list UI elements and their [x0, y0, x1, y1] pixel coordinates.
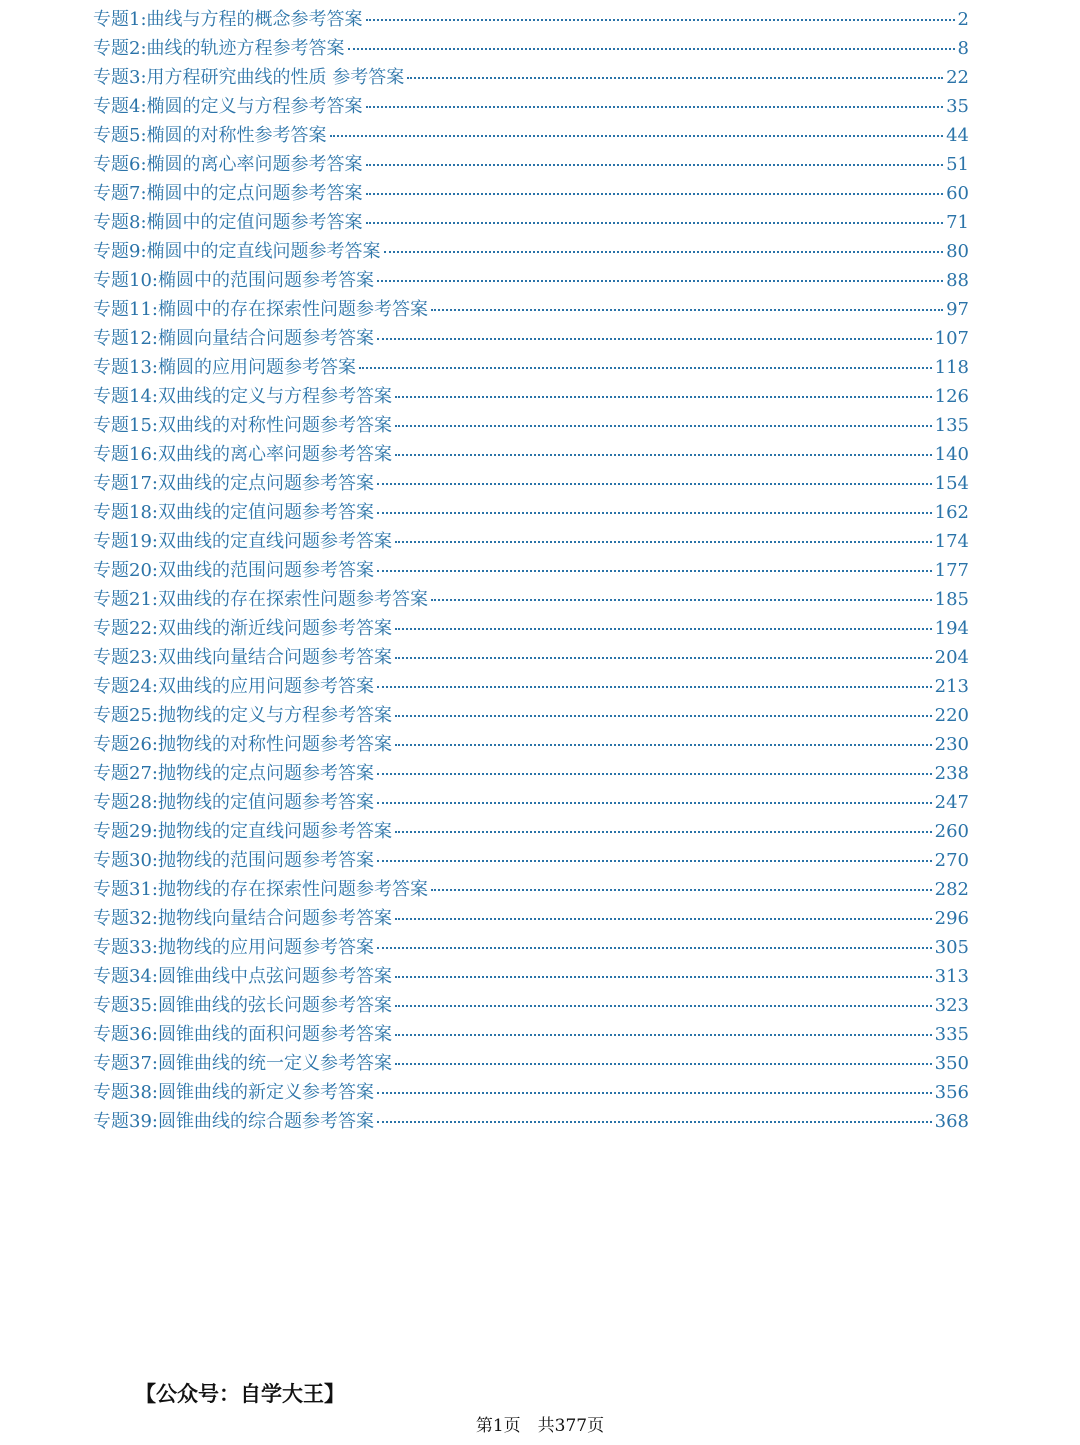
- toc-entry-title: 专题11:椭圆中的存在探索性问题参考答案: [93, 299, 428, 320]
- toc-entry[interactable]: [93, 237, 969, 266]
- toc-entry-title: 专题21:双曲线的存在探索性问题参考答案: [93, 589, 428, 610]
- toc-entry-page-number: 260: [934, 821, 969, 842]
- toc-entry-title: 专题3:用方程研究曲线的性质 参考答案: [93, 67, 405, 88]
- toc-entry-title: 专题26:抛物线的对称性问题参考答案: [93, 734, 392, 755]
- toc-entry[interactable]: [93, 295, 969, 324]
- toc-entry-title: 专题17:双曲线的定点问题参考答案: [93, 473, 374, 494]
- dot-leader: [395, 744, 932, 746]
- dot-leader: [366, 193, 944, 195]
- toc-entry-page-number: 126: [934, 386, 969, 407]
- toc-entry-page-number: 80: [946, 241, 969, 262]
- dot-leader: [377, 570, 932, 572]
- toc-entry[interactable]: [93, 121, 969, 150]
- dot-leader: [366, 222, 944, 224]
- dot-leader: [348, 48, 955, 50]
- dot-leader: [366, 19, 955, 21]
- toc-entry-page-number: 35: [946, 96, 969, 117]
- toc-entry-title: 专题13:椭圆的应用问题参考答案: [93, 357, 356, 378]
- toc-entry-title: 专题8:椭圆中的定值问题参考答案: [93, 212, 363, 233]
- toc-entry-title: 专题24:双曲线的应用问题参考答案: [93, 676, 374, 697]
- toc-entry-title: 专题31:抛物线的存在探索性问题参考答案: [93, 879, 428, 900]
- dot-leader: [377, 1092, 932, 1094]
- dot-leader: [395, 454, 932, 456]
- toc-entry-page-number: 8: [957, 38, 969, 59]
- toc-entry[interactable]: [93, 266, 969, 295]
- toc-entry-page-number: 350: [934, 1053, 969, 1074]
- toc-entry-page-number: 51: [946, 154, 969, 175]
- toc-entry[interactable]: [93, 846, 969, 875]
- toc-entry[interactable]: [93, 92, 969, 121]
- toc-entry-page-number: 44: [946, 125, 969, 146]
- toc-entry[interactable]: [93, 556, 969, 585]
- toc-entry[interactable]: [93, 817, 969, 846]
- toc-entry-page-number: 154: [934, 473, 969, 494]
- toc-entry-title: 专题9:椭圆中的定直线问题参考答案: [93, 241, 381, 262]
- toc-entry-page-number: 194: [934, 618, 969, 639]
- toc-entry[interactable]: [93, 440, 969, 469]
- toc-entry-title: 专题14:双曲线的定义与方程参考答案: [93, 386, 392, 407]
- toc-entry-page-number: 118: [934, 357, 969, 378]
- dot-leader: [395, 425, 932, 427]
- dot-leader: [395, 1063, 932, 1065]
- toc-entry[interactable]: [93, 962, 969, 991]
- toc-entry-title: 专题33:抛物线的应用问题参考答案: [93, 937, 374, 958]
- toc-entry-title: 专题5:椭圆的对称性参考答案: [93, 125, 327, 146]
- toc-entry-title: 专题27:抛物线的定点问题参考答案: [93, 763, 374, 784]
- dot-leader: [384, 251, 944, 253]
- toc-entry[interactable]: [93, 5, 969, 34]
- toc-entry-page-number: 282: [934, 879, 969, 900]
- toc-entry-title: 专题6:椭圆的离心率问题参考答案: [93, 154, 363, 175]
- dot-leader: [377, 802, 932, 804]
- toc-entry[interactable]: [93, 614, 969, 643]
- toc-entry[interactable]: [93, 498, 969, 527]
- toc-entry[interactable]: [93, 991, 969, 1020]
- toc-entry-title: 专题1:曲线与方程的概念参考答案: [93, 9, 363, 30]
- toc-entry[interactable]: [93, 1049, 969, 1078]
- toc-entry-page-number: 270: [934, 850, 969, 871]
- toc-entry-title: 专题2:曲线的轨迹方程参考答案: [93, 38, 345, 59]
- dot-leader: [395, 541, 932, 543]
- toc-entry[interactable]: [93, 788, 969, 817]
- dot-leader: [395, 657, 932, 659]
- dot-leader: [395, 976, 932, 978]
- toc-entry[interactable]: [93, 1078, 969, 1107]
- toc-entry-page-number: 22: [946, 67, 969, 88]
- toc-entry-page-number: 213: [934, 676, 969, 697]
- toc-entry[interactable]: [93, 672, 969, 701]
- toc-entry[interactable]: [93, 701, 969, 730]
- toc-entry-page-number: 323: [934, 995, 969, 1016]
- toc-entry[interactable]: [93, 875, 969, 904]
- toc-entry-title: 专题7:椭圆中的定点问题参考答案: [93, 183, 363, 204]
- toc-entry[interactable]: [93, 469, 969, 498]
- toc-entry-page-number: 107: [934, 328, 969, 349]
- toc-entry-title: 专题32:抛物线向量结合问题参考答案: [93, 908, 392, 929]
- toc-entry[interactable]: [93, 730, 969, 759]
- toc-entry-page-number: 162: [934, 502, 969, 523]
- toc-entry-title: 专题34:圆锥曲线中点弦问题参考答案: [93, 966, 392, 987]
- toc-entry[interactable]: [93, 353, 969, 382]
- toc-entry-page-number: 247: [934, 792, 969, 813]
- toc-entry[interactable]: [93, 1020, 969, 1049]
- toc-entry-title: 专题25:抛物线的定义与方程参考答案: [93, 705, 392, 726]
- dot-leader: [377, 686, 932, 688]
- dot-leader: [395, 831, 932, 833]
- toc-entry-title: 专题23:双曲线向量结合问题参考答案: [93, 647, 392, 668]
- dot-leader: [377, 773, 932, 775]
- toc-entry[interactable]: [93, 643, 969, 672]
- dot-leader: [395, 715, 932, 717]
- dot-leader: [366, 164, 944, 166]
- toc-entry-page-number: 356: [934, 1082, 969, 1103]
- dot-leader: [395, 1034, 932, 1036]
- toc-entry-title: 专题4:椭圆的定义与方程参考答案: [93, 96, 363, 117]
- toc-entry-page-number: 140: [934, 444, 969, 465]
- toc-entry[interactable]: [93, 208, 969, 237]
- toc-entry-page-number: 60: [946, 183, 969, 204]
- dot-leader: [377, 860, 932, 862]
- toc-entry-title: 专题29:抛物线的定直线问题参考答案: [93, 821, 392, 842]
- toc-entry-title: 专题38:圆锥曲线的新定义参考答案: [93, 1082, 374, 1103]
- dot-leader: [366, 106, 944, 108]
- toc-entry-title: 专题35:圆锥曲线的弦长问题参考答案: [93, 995, 392, 1016]
- toc-entry-title: 专题19:双曲线的定直线问题参考答案: [93, 531, 392, 552]
- toc-entry-title: 专题18:双曲线的定值问题参考答案: [93, 502, 374, 523]
- toc-entry-page-number: 88: [946, 270, 969, 291]
- toc-entry-page-number: 305: [934, 937, 969, 958]
- dot-leader: [377, 338, 932, 340]
- toc-entry-page-number: 296: [934, 908, 969, 929]
- toc-entry-page-number: 238: [934, 763, 969, 784]
- toc-entry[interactable]: [93, 179, 969, 208]
- dot-leader: [377, 483, 932, 485]
- toc-entry[interactable]: [93, 63, 969, 92]
- dot-leader: [395, 918, 932, 920]
- dot-leader: [377, 1121, 932, 1123]
- toc-entry-title: 专题36:圆锥曲线的面积问题参考答案: [93, 1024, 392, 1045]
- toc-entry-title: 专题16:双曲线的离心率问题参考答案: [93, 444, 392, 465]
- toc-entry-title: 专题20:双曲线的范围问题参考答案: [93, 560, 374, 581]
- toc-entry-page-number: 368: [934, 1111, 969, 1132]
- dot-leader: [359, 367, 932, 369]
- toc-entry-page-number: 230: [934, 734, 969, 755]
- toc-entry[interactable]: [93, 324, 969, 353]
- dot-leader: [395, 396, 932, 398]
- toc-entry-page-number: 204: [934, 647, 969, 668]
- toc-entry-page-number: 220: [934, 705, 969, 726]
- dot-leader: [395, 1005, 932, 1007]
- toc-entry[interactable]: [93, 150, 969, 179]
- toc-entry[interactable]: [93, 527, 969, 556]
- dot-leader: [377, 947, 932, 949]
- toc-entry[interactable]: [93, 411, 969, 440]
- toc-entry-page-number: 177: [934, 560, 969, 581]
- wechat-account-label: 【公众号：自学大王】: [135, 1382, 345, 1406]
- dot-leader: [377, 512, 932, 514]
- toc-entry[interactable]: [93, 759, 969, 788]
- toc-entry[interactable]: [93, 933, 969, 962]
- toc-entry-page-number: 97: [946, 299, 969, 320]
- table-of-contents: [93, 5, 969, 1136]
- dot-leader: [395, 628, 932, 630]
- toc-entry-page-number: 2: [957, 9, 969, 30]
- dot-leader: [431, 599, 932, 601]
- toc-entry-page-number: 185: [934, 589, 969, 610]
- toc-entry[interactable]: [93, 382, 969, 411]
- dot-leader: [407, 77, 943, 79]
- toc-entry[interactable]: [93, 904, 969, 933]
- toc-entry-title: 专题10:椭圆中的范围问题参考答案: [93, 270, 374, 291]
- toc-entry-title: 专题12:椭圆向量结合问题参考答案: [93, 328, 374, 349]
- toc-entry-page-number: 335: [934, 1024, 969, 1045]
- toc-entry-title: 专题37:圆锥曲线的统一定义参考答案: [93, 1053, 392, 1074]
- toc-entry[interactable]: [93, 34, 969, 63]
- dot-leader: [330, 135, 944, 137]
- toc-entry[interactable]: [93, 1107, 969, 1136]
- toc-entry-title: 专题15:双曲线的对称性问题参考答案: [93, 415, 392, 436]
- toc-entry-page-number: 71: [946, 212, 969, 233]
- dot-leader: [377, 280, 943, 282]
- toc-entry-page-number: 135: [934, 415, 969, 436]
- toc-entry[interactable]: [93, 585, 969, 614]
- dot-leader: [431, 309, 943, 311]
- toc-entry-title: 专题39:圆锥曲线的综合题参考答案: [93, 1111, 374, 1132]
- toc-entry-title: 专题28:抛物线的定值问题参考答案: [93, 792, 374, 813]
- toc-entry-page-number: 313: [934, 966, 969, 987]
- toc-entry-page-number: 174: [934, 531, 969, 552]
- toc-entry-title: 专题30:抛物线的范围问题参考答案: [93, 850, 374, 871]
- dot-leader: [431, 889, 932, 891]
- toc-entry-title: 专题22:双曲线的渐近线问题参考答案: [93, 618, 392, 639]
- page-number-footer: 第1页 共377页: [475, 1416, 605, 1436]
